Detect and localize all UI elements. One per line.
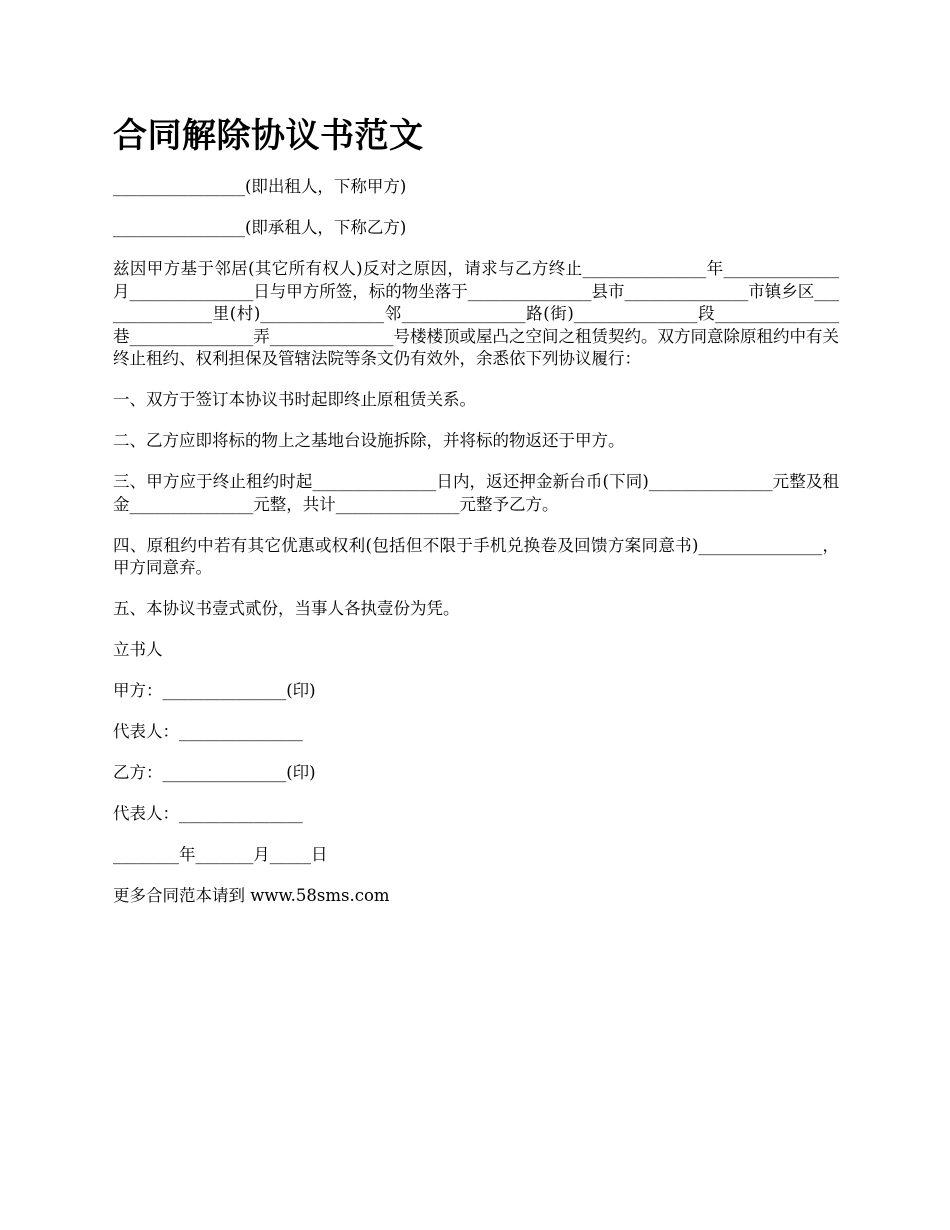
- signing-date: ________年_______月_____日: [113, 845, 328, 864]
- clause-2: 二、乙方应即将标的物上之基地台设施拆除，并将标的物返还于甲方。: [113, 431, 625, 450]
- party-a-signature: 甲方：_______________(印): [113, 681, 316, 700]
- party-a-representative: 代表人：_______________: [113, 722, 303, 741]
- party-b-representative: 代表人：_______________: [113, 804, 303, 823]
- footer-link-text: 更多合同范本请到 www.58sms.com: [113, 886, 390, 905]
- signature-heading: 立书人: [113, 640, 163, 659]
- document-title: 合同解除协议书范文: [113, 116, 424, 156]
- clause-5: 五、本协议书壹式贰份，当事人各执壹份为凭。: [113, 599, 460, 618]
- preamble-paragraph: 兹因甲方基于邻居(其它所有权人)反对之原因，请求与乙方终止_______________年______________月_______________日与甲方所签，标的物坐落于_______________县市_______________市镇乡区_______________里(村)_______________邻_______________路(街)_______________段_______________巷_______________弄_______________号楼楼顶或屋凸之空间之租赁契约。双方同意除原租约中有关终止租约、权利担保及管辖法院等条文仍有效外，余悉依下列协议履行：: [113, 259, 839, 368]
- party-a-line: ________________(即出租人，下称甲方): [113, 177, 407, 196]
- clause-3: 三、甲方应于终止租约时起_______________日内，返还押金新台币(下同)_______________元整及租金_______________元整，共计_______________元整予乙方。: [113, 472, 839, 514]
- clause-1: 一、双方于签订本协议书时起即终止原租赁关系。: [113, 390, 476, 409]
- party-b-signature: 乙方：_______________(印): [113, 763, 316, 782]
- document-page: [113, 110, 839, 926]
- party-b-line: ________________(即承租人，下称乙方): [113, 218, 407, 237]
- clause-4: 四、原租约中若有其它优惠或权利(包括但不限于手机兑换卷及回馈方案同意书)_______________，甲方同意弃。: [113, 535, 839, 577]
